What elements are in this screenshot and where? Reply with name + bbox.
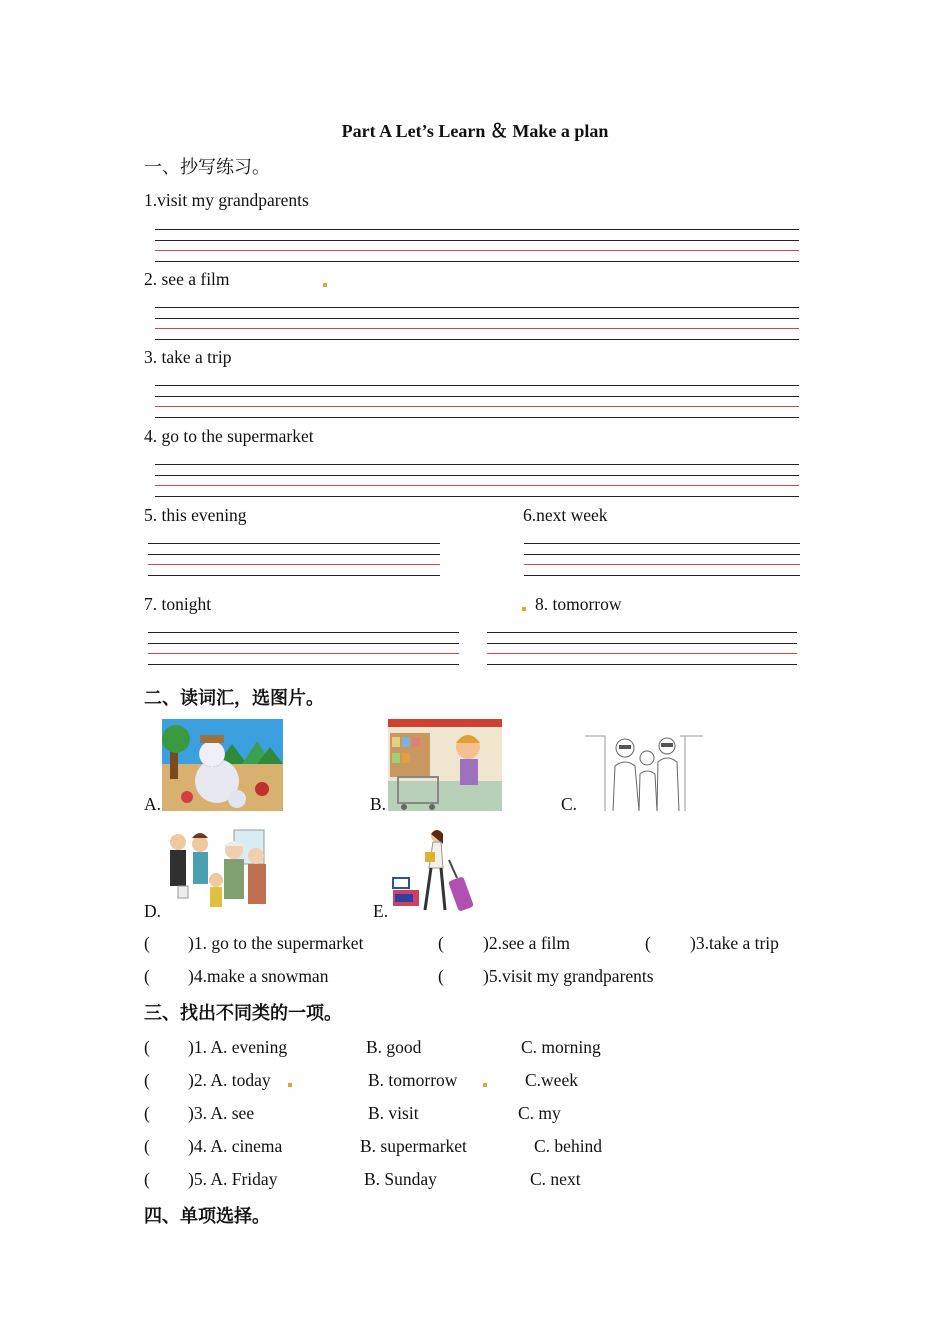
odd-one-paren[interactable]: (: [144, 1037, 150, 1057]
question-paren[interactable]: (: [645, 933, 651, 953]
writing-lines-8[interactable]: [487, 632, 797, 668]
picture-label-e: E.: [373, 901, 389, 921]
writing-lines-5[interactable]: [148, 543, 440, 579]
writing-lines-2[interactable]: [155, 307, 799, 343]
odd-one-option-c: C. behind: [534, 1136, 603, 1156]
copy-item-6: 6.next week: [523, 505, 608, 525]
odd-one-option-b: B. visit: [368, 1103, 419, 1123]
question-4: )4.make a snowman: [188, 966, 329, 986]
question-paren[interactable]: (: [144, 966, 150, 986]
odd-one-option-b: B. supermarket: [360, 1136, 467, 1156]
picture-label-c: C.: [561, 794, 578, 814]
odd-one-option-c: C.week: [525, 1070, 578, 1090]
writing-lines-1[interactable]: [155, 229, 799, 265]
decoration-dot: [323, 283, 327, 287]
writing-lines-3[interactable]: [155, 385, 799, 421]
picture-label-a: A.: [144, 794, 162, 814]
copy-item-2: 2. see a film: [144, 269, 230, 289]
section2-heading: 二、读词汇，选图片。: [144, 688, 324, 708]
odd-one-option-a: )4. A. cinema: [188, 1136, 283, 1156]
odd-one-option-a: )2. A. today: [188, 1070, 271, 1090]
odd-one-option-a: )5. A. Friday: [188, 1169, 278, 1189]
grandparents-picture-icon: [164, 828, 278, 918]
odd-one-option-a: )3. A. see: [188, 1103, 255, 1123]
odd-one-paren[interactable]: (: [144, 1169, 150, 1189]
decoration-dot: [522, 607, 526, 611]
odd-one-paren[interactable]: (: [144, 1136, 150, 1156]
picture-label-d: D.: [144, 901, 162, 921]
question-paren[interactable]: (: [438, 966, 444, 986]
odd-one-paren[interactable]: (: [144, 1103, 150, 1123]
cinema-picture-icon: [585, 726, 703, 811]
supermarket-picture-icon: [388, 719, 502, 811]
section1-heading: 一、抄写练习。: [144, 157, 270, 177]
odd-one-option-b: B. good: [366, 1037, 422, 1057]
picture-label-b: B.: [370, 794, 387, 814]
question-2: )2.see a film: [483, 933, 570, 953]
question-1: )1. go to the supermarket: [188, 933, 364, 953]
writing-lines-6[interactable]: [524, 543, 800, 579]
copy-item-7: 7. tonight: [144, 594, 212, 614]
question-paren[interactable]: (: [144, 933, 150, 953]
snowman-picture-icon: [162, 719, 283, 811]
question-paren[interactable]: (: [438, 933, 444, 953]
odd-one-option-c: C. my: [518, 1103, 561, 1123]
odd-one-paren[interactable]: (: [144, 1070, 150, 1090]
odd-one-option-b: B. tomorrow: [368, 1070, 458, 1090]
copy-item-5: 5. this evening: [144, 505, 247, 525]
question-5: )5.visit my grandparents: [483, 966, 654, 986]
writing-lines-7[interactable]: [148, 632, 459, 668]
decoration-dot: [288, 1083, 292, 1087]
odd-one-option-c: C. morning: [521, 1037, 601, 1057]
decoration-dot: [483, 1083, 487, 1087]
odd-one-option-b: B. Sunday: [364, 1169, 437, 1189]
page-title: Part A Let’s Learn ＆ Make a plan: [341, 121, 609, 141]
section4-heading: 四、单项选择。: [144, 1206, 270, 1226]
question-3: )3.take a trip: [690, 933, 779, 953]
section3-heading: 三、找出不同类的一项。: [144, 1003, 342, 1023]
odd-one-option-c: C. next: [530, 1169, 581, 1189]
copy-item-3: 3. take a trip: [144, 347, 232, 367]
trip-picture-icon: [391, 828, 483, 916]
writing-lines-4[interactable]: [155, 464, 799, 500]
odd-one-option-a: )1. A. evening: [188, 1037, 288, 1057]
copy-item-1: 1.visit my grandparents: [144, 190, 309, 210]
copy-item-4: 4. go to the supermarket: [144, 426, 314, 446]
copy-item-8: 8. tomorrow: [535, 594, 622, 614]
